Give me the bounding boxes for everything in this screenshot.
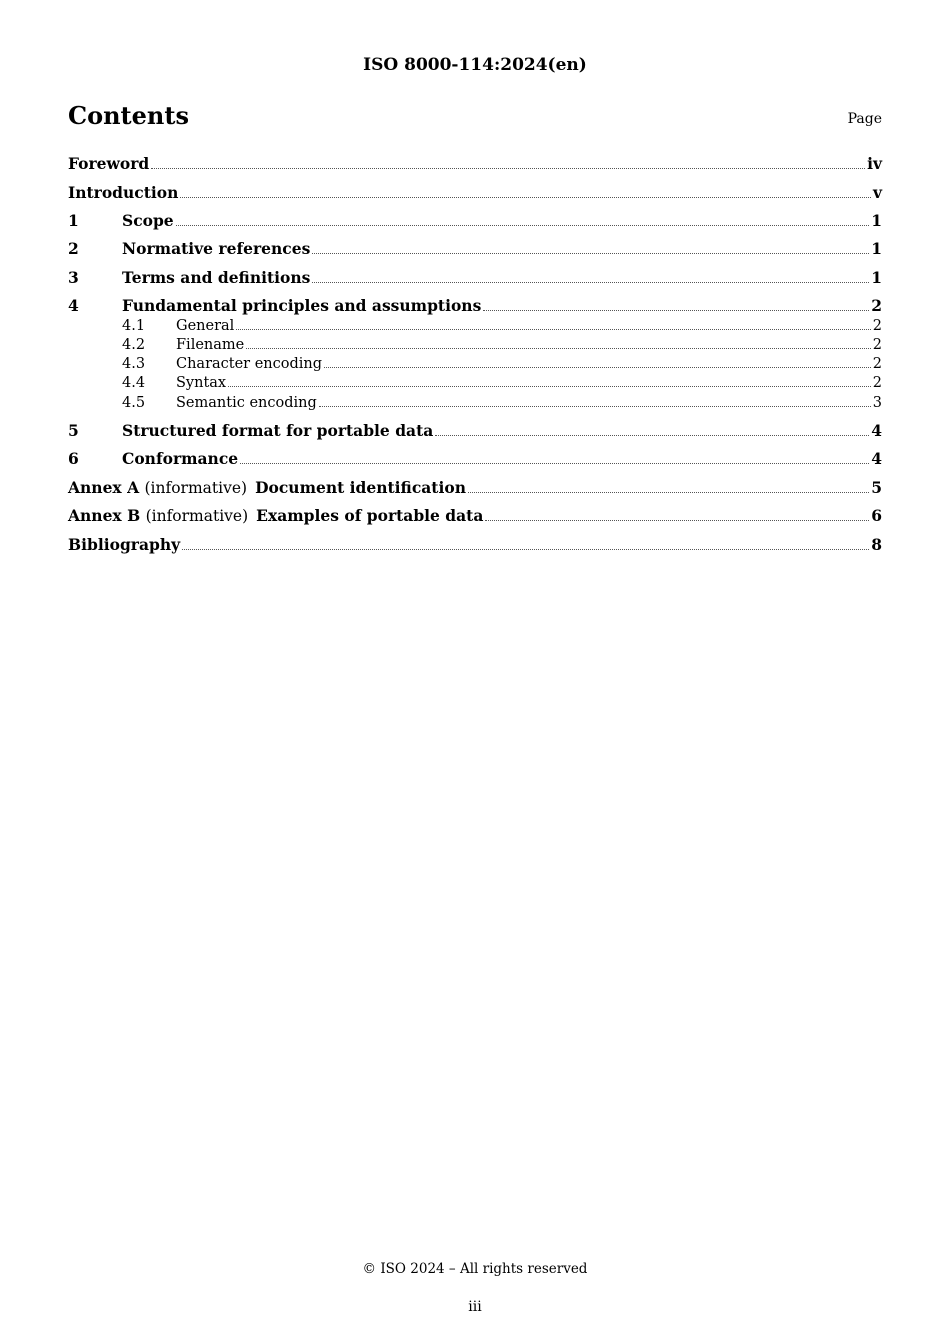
toc-title: Structured format for portable data: [122, 421, 434, 440]
toc-page-number: 1: [871, 211, 882, 230]
annex-type: (informative): [144, 479, 248, 497]
toc-page-number: 6: [871, 506, 882, 525]
toc-number: 1: [68, 211, 79, 230]
toc-page-number: 8: [871, 535, 882, 554]
toc-title: Foreword: [68, 154, 150, 173]
annex-title: Document identification: [255, 478, 466, 497]
toc-page-number: 3: [872, 395, 882, 411]
toc-annex-heading: [68, 478, 466, 498]
toc-title: Fundamental principles and assumptions: [122, 296, 482, 315]
toc-entry-annex-b[interactable]: [68, 506, 882, 526]
toc-entry-general[interactable]: [68, 317, 882, 335]
dot-leader: [236, 329, 870, 330]
toc-number: 4.5: [122, 395, 146, 411]
toc-page-number: 5: [871, 478, 882, 497]
page-number: iii: [468, 1299, 482, 1315]
toc-page-number: 2: [871, 296, 882, 315]
toc-number: 2: [68, 239, 79, 258]
dot-leader: [483, 310, 869, 311]
toc-page-number: 2: [872, 318, 882, 334]
toc-number: 4.1: [122, 318, 146, 334]
toc-number: 6: [68, 449, 79, 468]
annex-label: Annex A: [68, 478, 140, 497]
dot-leader: [312, 253, 869, 254]
toc-number: 4.2: [122, 337, 146, 353]
toc-page-number: 2: [872, 375, 882, 391]
dot-leader: [151, 168, 865, 169]
toc-title: Introduction: [68, 183, 179, 202]
toc-entry-annex-a[interactable]: [68, 478, 882, 498]
dot-leader: [435, 435, 869, 436]
toc-entry-filename[interactable]: [68, 336, 882, 354]
dot-leader: [176, 225, 870, 226]
toc-entry-introduction[interactable]: [68, 183, 882, 203]
annex-label: Annex B: [68, 506, 141, 525]
annex-type: (informative): [145, 507, 249, 525]
toc-page-number: iv: [867, 154, 882, 173]
dot-leader: [319, 406, 871, 407]
dot-leader: [324, 367, 871, 368]
toc-title: Filename: [176, 337, 245, 353]
toc-entry-foreword[interactable]: [68, 154, 882, 174]
toc-title: Terms and definitions: [122, 268, 311, 287]
toc-page-number: 2: [872, 337, 882, 353]
contents-title: Contents: [68, 101, 189, 130]
toc-title: Conformance: [122, 449, 239, 468]
toc-entry-fundamental-principles[interactable]: [68, 296, 882, 316]
toc-entry-conformance[interactable]: [68, 449, 882, 469]
dot-leader: [182, 549, 869, 550]
toc-entry-character-encoding[interactable]: [68, 355, 882, 373]
toc-page-number: v: [872, 183, 882, 202]
dot-leader: [312, 282, 869, 283]
toc-page-number: 1: [871, 239, 882, 258]
copyright-notice: © ISO 2024 – All rights reserved: [362, 1261, 588, 1277]
toc-number: 5: [68, 421, 79, 440]
dot-leader: [246, 348, 871, 349]
toc-entry-normative-references[interactable]: [68, 239, 882, 259]
toc-number: 4.3: [122, 356, 146, 372]
toc-title: Normative references: [122, 239, 311, 258]
toc-title: Syntax: [176, 375, 227, 391]
toc-entry-bibliography[interactable]: [68, 535, 882, 555]
toc-page-number: 2: [872, 356, 882, 372]
dot-leader: [240, 463, 869, 464]
toc-number: 4.4: [122, 375, 146, 391]
dot-leader: [485, 520, 869, 521]
toc-entry-structured-format[interactable]: [68, 421, 882, 441]
page-column-label: Page: [847, 111, 882, 127]
toc-number: 4: [68, 296, 79, 315]
toc-page-number: 4: [871, 421, 882, 440]
toc-title: General: [176, 318, 235, 334]
toc-title: Character encoding: [176, 356, 323, 372]
dot-leader: [468, 492, 869, 493]
toc-annex-heading: [68, 506, 483, 526]
toc-title: Semantic encoding: [176, 395, 317, 411]
dot-leader: [180, 197, 871, 198]
toc-page-number: 4: [871, 449, 882, 468]
toc-entry-scope[interactable]: [68, 211, 882, 231]
toc-title: Bibliography: [68, 535, 181, 554]
toc-entry-semantic-encoding[interactable]: [68, 394, 882, 412]
toc-entry-terms-and-definitions[interactable]: [68, 268, 882, 288]
toc-title: Scope: [122, 211, 174, 230]
toc-number: 3: [68, 268, 79, 287]
dot-leader: [228, 386, 871, 387]
toc-entry-syntax[interactable]: [68, 374, 882, 392]
document-id-header: ISO 8000-114:2024(en): [363, 55, 587, 75]
annex-title: Examples of portable data: [256, 506, 484, 525]
toc-page-number: 1: [871, 268, 882, 287]
